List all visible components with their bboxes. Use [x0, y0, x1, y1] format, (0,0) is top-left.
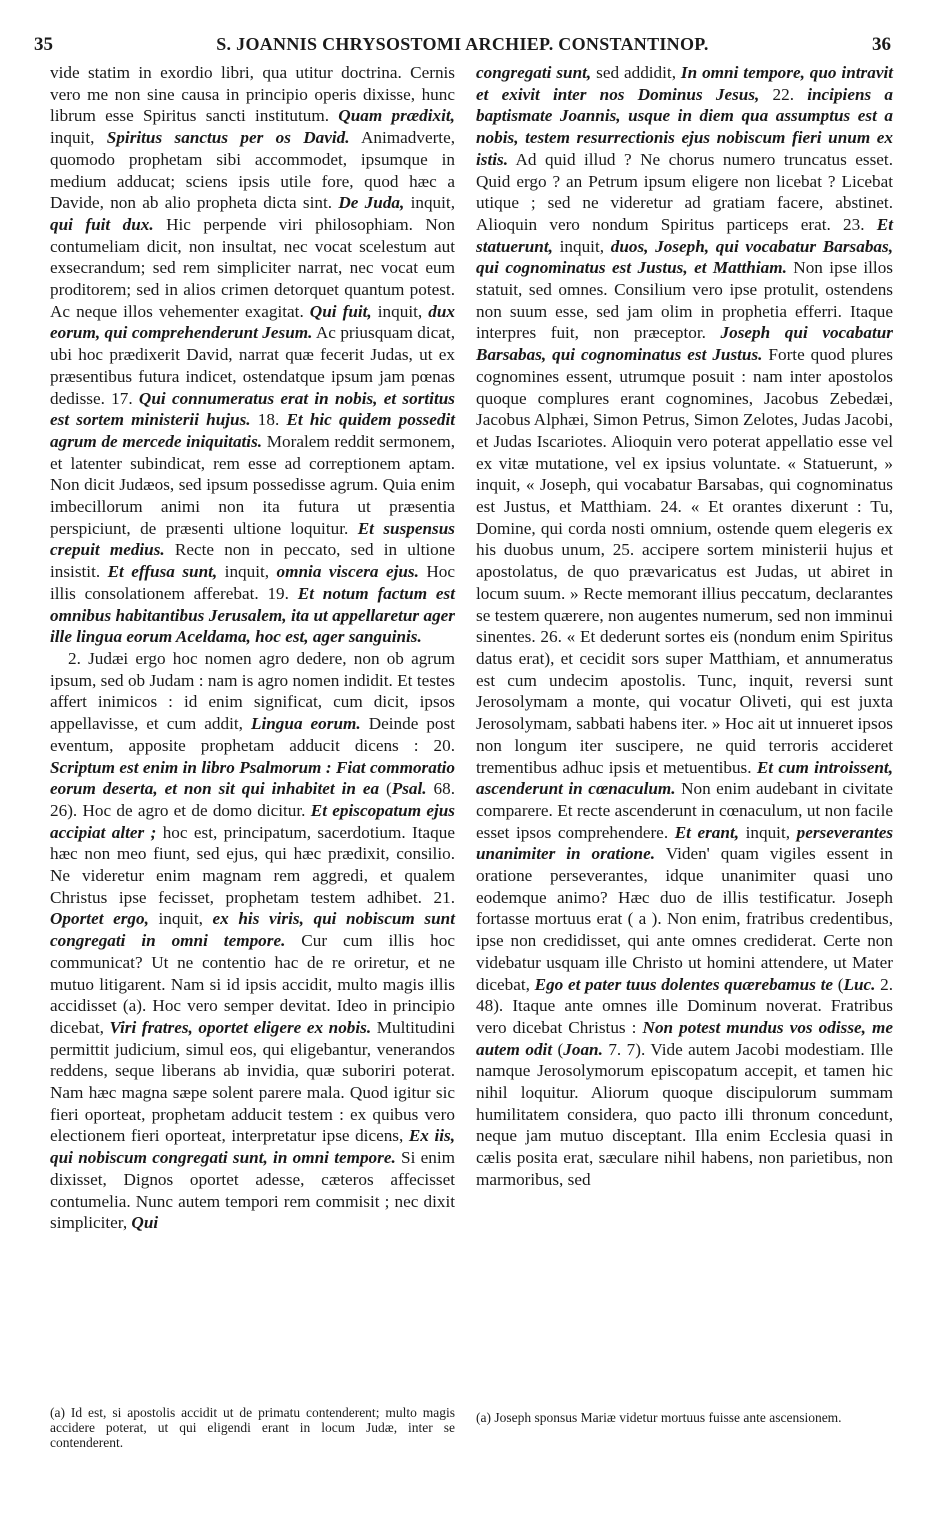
text-run: hoc est, principatum, sacerdotium. Itaque hæc non meo fiunt, sed ejus, qui hæc prædixit, consilio. Ne videretur enim magnam rem aggredi, et qualem Christus ipse fecisset, prophetam testem adhibet. 21. [50, 822, 455, 907]
emphasized-text: Joseph qui vocabatur Barsabas, qui cognominatus est Justus. [476, 323, 893, 365]
text-run: Non ipse illos statuit, sed omnes. Consilium vero ipse protulit, ostendens non suum esse, sed jam olim in prophetia efferri. Itaque interpres fuit, non præceptor. [476, 258, 893, 343]
page-header [34, 34, 891, 64]
page-number-left: 35 [34, 34, 53, 55]
text-run: 7. 7). Vide autem Jacobi modestiam. Ille namque Jerosolymorum episcopatum accepit, et tamen hic nihil loquitur. Aliorum quoque discipulorum summam humilitatem considera, quo pacto illi thronum concedunt, neque jam mutuo disceptant. Illa enim Ecclesia quasi in cælis posita erat, sæculare nihil habens, non parietibus, non marmoribus, sed [476, 1039, 893, 1189]
emphasized-text: Psal. [391, 779, 427, 799]
emphasized-text: perseverantes unanimiter in oratione. [476, 822, 894, 864]
emphasized-text: Et notum factum est omnibus habitantibus Jerusalem, ita ut appellaretur ager ille lingua eorum Aceldama, hoc est, ager sanguinis. [50, 583, 455, 647]
text-run: Cur cum illis hoc communicat? Ut ne contentio hac de re oriretur, et ne mutuo litigarent. Nam si id ipsis accidit, multo magis illis accidisset (a). Hoc vero semper devitat. Ideo in principio dicebat, [50, 931, 455, 1037]
emphasized-text: Viri fratres, oportet eligere ex nobis. [109, 1017, 372, 1037]
text-run: inquit, [50, 128, 107, 148]
text-run: inquit, [552, 236, 611, 256]
paragraph [476, 62, 893, 1191]
text-run: inquit, [739, 822, 797, 842]
emphasized-text: Et statuerunt, [476, 214, 893, 256]
emphasized-text: Et episcopatum ejus accipiat alter ; [50, 800, 455, 842]
emphasized-text: Ex iis, qui nobiscum congregati sunt, in omni tempore. [50, 1126, 455, 1168]
text-run: Si enim dixisset, Dignos oportet adesse, cæteros affecisset contumelia. Nunc autem tempori rem commisit ; nec dixit simpliciter, [50, 1148, 456, 1233]
text-run: Hic perpende viri philosophiam. Non contumeliam dicit, non insultat, nec vocat scelestum aut exsecrandum; sed rem simpliciter narrat, nec vocat eum proditorem; sed in alios crimen detorquet quantum potest. Ac neque illos vehementer exagitat. [50, 214, 456, 321]
emphasized-text: congregati sunt, [476, 63, 592, 82]
right-column [476, 62, 893, 1191]
footnote-left: (a) Id est, si apostolis accidit ut de primatu contenderent; multo magis accidere poterat, ut qui eligendi erant in locum Judæ, inter se contenderent. [50, 1405, 455, 1450]
text-run: sed addidit, [591, 63, 681, 82]
emphasized-text: Joan. [563, 1039, 603, 1059]
emphasized-text: duos, Joseph, qui vocabatur Barsabas, qui cognominatus est Justus, et Matthiam. [476, 236, 893, 278]
text-run: Moralem reddit sermonem, et latenter subindicat, rem esse ad correptionem aptam. Non dicit Judæos, sed ipsum possedisse agrum. Quia enim imbecillorum animi non ita futura ut præsentia perspiciunt, de præsenti ultione loquitur. [50, 431, 455, 538]
text-run: 2. 48). Itaque ante omnes ille Dominum noverat. Fratribus vero dicebat Christus : [476, 974, 894, 1037]
text-run: inquit, [148, 909, 213, 929]
text-run: ( [833, 974, 844, 994]
text-run: Ad quid illud ? Ne chorus numero truncatus esset. Quid ergo ? an Petrum ipsum eligere non licebat ? Licebat utique ; sed ne videretur ad gratiam facere, abstinet. Alioquin vero nondum Spiritus particeps erat. 23. [476, 149, 893, 234]
text-run: 22. [759, 84, 808, 104]
text-run: Recte non in peccato, sed in ultione insistit. [50, 540, 455, 582]
text-run: 68. 26). Hoc de agro et de domo dicitur. [50, 779, 455, 820]
text-run: Forte quod plures cognomines essent, utrumque posuit : nam inter apostolos quoque complures erant cognomines, Jacobus Zebedæi, Jacobus Alphæi, Simon Petrus, Simon Zelotes, Judas Jacobi, et Judas Iscariotes. Alioquin vero poterat appellatio esse vel ex vitæ mutatione, vel ex ipsius voluntate. « Statuerunt, » inquit, « Joseph, qui vocabatur Barsabas, qui cognominatus est Justus, et Matthiam. 24. « Et orantes dixerunt : Tu, Domine, qui corda nosti omnium, ostende quem elegeris ex his duobus unum, 25. accipere sortem ministerii hujus et apostolatus, de quo prævaricatus est Judas, ut abiret in locum suum. » Recte memorant illius peccatum, declarantes se testem quærere, non augentes numerum, sed non imminui sinentes. 26. « Et dederunt sortes eis (nondum enim Spiritus datus erat), et cecidit sors super Matthiam, et annumeratus est cum undecim apostolis. Tunc, inquit, reversi sunt Jerosolymam a monte, qui vocatur Oliveti, qui est juxta Jerosolymam, sabbati habens iter. » Hoc ait ut innueret ipsos non longum iter suscipere, ne quid terroris accideret trementibus adhuc ipsis et metuentibus. [476, 345, 893, 777]
emphasized-text: Non potest mundus vos odisse, me autem odit [476, 1017, 894, 1059]
emphasized-text: qui fuit dux. [50, 214, 154, 234]
text-run: 18. [250, 410, 287, 430]
emphasized-text: Et erant, [674, 822, 740, 842]
text-run: Viden' quam vigiles essent in oratione perseverantes, idque unanimiter quasi uno eodemque animo? Hæc duo de illis testificatur. Joseph fortasse mortuus erat ( a ). Non enim, fratribus credentibus, ipse non credidisset, qui ante omnes crediderat. Certe non videbatur usquam ille Christo ut homini attendere, ut Mater dicebat, [476, 844, 893, 994]
emphasized-text: Oportet ergo, [50, 909, 149, 929]
page-number-right: 36 [872, 34, 891, 55]
emphasized-text: Et effusa sunt, [107, 562, 218, 582]
emphasized-text: incipiens a baptismate Joannis, usque in diem qua assumptus est a nobis, testem resurrectionis ejus nobiscum fieri unum ex istis. [476, 84, 894, 169]
running-title: S. JOANNIS CHRYSOSTOMI ARCHIEP. CONSTANTINOP. [216, 34, 709, 54]
emphasized-text: Spiritus sanctus per os David. [106, 128, 350, 148]
text-run: vide statim in exordio libri, qua utitur doctrina. Cernis vero me non sine causa in principio operis dixisse, hunc librum esse Spiritus sancti institutum. [50, 63, 455, 126]
emphasized-text: Scriptum est enim in libro Psalmorum : Fiat commoratio eorum deserta, et non sit qui inhabitet in ea [50, 757, 455, 799]
text-run: Non enim audebant in civitate comparere. Et recte ascenderunt in cœnaculum, ut non facile esset ipsos comprehendere. [476, 779, 894, 842]
emphasized-text: De Juda, [338, 193, 405, 213]
footnote-right: (a) Joseph sponsus Mariæ videtur mortuus fuisse ante ascensionem. [476, 1410, 842, 1425]
paragraph [50, 648, 455, 1234]
emphasized-text: Et suspensus crepuit medius. [50, 518, 455, 560]
text-run: 2. Judæi ergo hoc nomen agro dedere, non ob agrum ipsum, sed ob Judam : nam is agro nomen indidit. Et testes affert inimicos : id enim significat, cum dicit, ipsos appellavisse, et cum addit, [50, 648, 455, 734]
emphasized-text: omnia viscera ejus. [276, 562, 419, 582]
emphasized-text: Luc. [843, 974, 876, 994]
left-column [50, 62, 455, 1234]
emphasized-text: Et cum introissent, ascenderunt in cœnaculum. [476, 757, 893, 799]
emphasized-text: Qui [131, 1213, 159, 1233]
text-run: Multitudini permittit judicium, simul eos, qui eligebantur, venerandos reddens, seque liberans ab invidia, quæ suboriri poterat. Nam hæc magna sæpe solent parere mala. Quod igitur sic fieri oporteat, prophetam adducit testem : ex quibus vero electionem fieri oporteat, interpretatur ipse dicens, [50, 1017, 455, 1146]
text-run: Ac priusquam dicat, ubi hoc prædixerit David, narrat quæ fecerit Judas, ut ex præsentibus futura indicet, ostendatque ipsum jam pœnas dedisse. 17. [50, 323, 455, 408]
text-run: ( [552, 1039, 564, 1059]
emphasized-text: Qui connumeratus erat in nobis, et sortitus est sortem ministerii hujus. [50, 388, 455, 430]
emphasized-text: In omni tempore, quo intravit et exivit inter nos Dominus Jesus, [476, 63, 894, 104]
emphasized-text: Lingua eorum. [250, 714, 361, 734]
text-run: Animadverte, quomodo prophetam sibi accommodet, ipsumque in medium adducat; sciens ipsis utile fore, quod hæc a Davide, non ab alio propheta dicta sint. [50, 128, 455, 213]
text-run: inquit, [404, 193, 455, 213]
emphasized-text: Et hic quidem possedit agrum de mercede iniquitatis. [50, 410, 456, 451]
text-run: Hoc illis consolationem afferebat. 19. [50, 562, 455, 603]
text-run: inquit, [217, 562, 277, 582]
emphasized-text: Ego et pater tuus dolentes quærebamus te [534, 974, 834, 994]
text-run: inquit, [371, 301, 429, 321]
paragraph [50, 62, 455, 648]
emphasized-text: dux eorum, qui comprehenderunt Jesum. [50, 301, 455, 343]
emphasized-text: Qui fuit, [309, 301, 372, 321]
text-run: Deinde post eventum, apposite prophetam adducit dicens : 20. [50, 714, 455, 755]
emphasized-text: ex his viris, qui nobiscum sunt congregati in omni tempore. [50, 909, 455, 951]
text-run: ( [379, 779, 392, 799]
emphasized-text: Quam prædixit, [338, 106, 455, 126]
